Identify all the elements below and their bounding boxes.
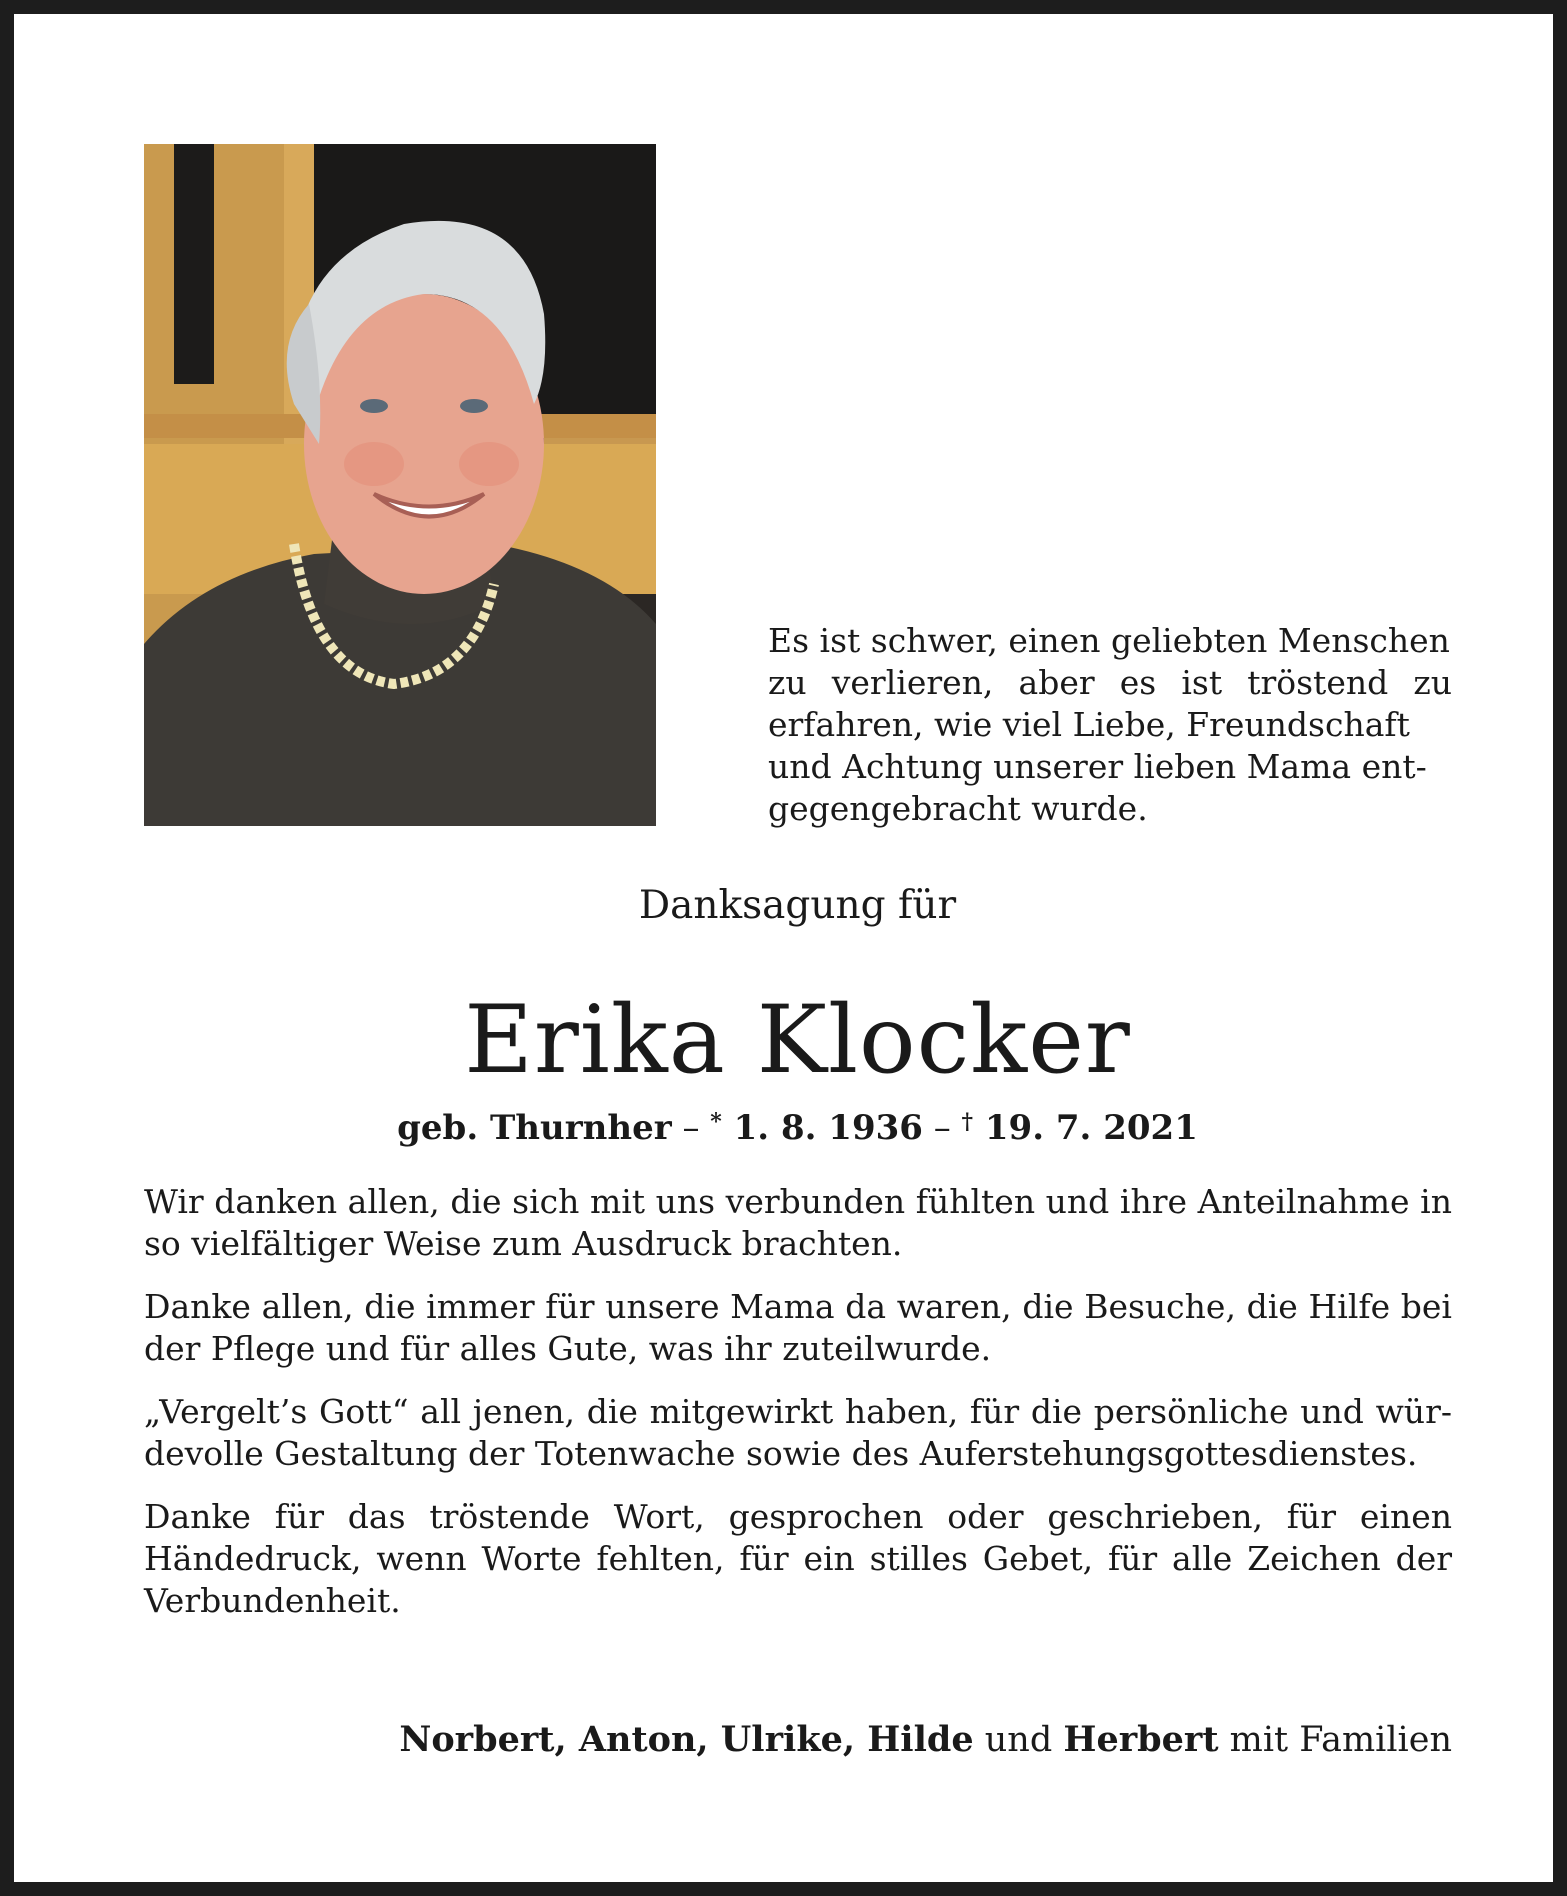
deceased-name: Erika Klocker xyxy=(464,986,1131,1095)
family-signature xyxy=(144,1717,1452,1763)
signature-conjunction: und xyxy=(973,1720,1064,1760)
intro-heading: Danksagung für xyxy=(638,883,957,928)
date-separator: – xyxy=(671,1108,711,1148)
life-dates xyxy=(14,1099,1567,1151)
birth-date: 1. 8. 1936 xyxy=(721,1108,923,1148)
quote-line: erfahren, wie viel Liebe, Freundschaft xyxy=(768,705,1410,744)
thanks-paragraph: Danke für das tröstende Wort, gesprochen oder geschrieben, für einen Händedruck, wenn Worte fehlten, für ein stilles Gebet, für alle Zeichen der Verbundenheit. xyxy=(144,1497,1452,1620)
thanks-paragraph: „Vergelt’s Gott“ all jenen, die mitgewirkt haben, für die persönliche und wür-devolle Gestaltung der Totenwache sowie des Auferstehungsgottesdienstes. xyxy=(144,1392,1452,1473)
quote-line: gegengebracht wurde. xyxy=(768,789,1148,828)
signature-names: Norbert, Anton, Ulrike, Hilde xyxy=(399,1719,974,1760)
thanks-paragraph: Wir danken allen, die sich mit uns verbunden fühlten und ihre Anteilnahme in so vielfältiger Weise zum Ausdruck brachten. xyxy=(144,1182,1452,1263)
quote-line: und Achtung unserer lieben Mama ent- xyxy=(768,747,1427,786)
portrait-photo xyxy=(144,144,656,826)
quote-line: Es ist schwer, einen geliebten Menschen xyxy=(768,621,1450,660)
memorial-quote xyxy=(768,620,1452,830)
signature-last-name: Herbert xyxy=(1063,1719,1219,1760)
signature-suffix: mit Familien xyxy=(1218,1720,1452,1760)
thanks-body xyxy=(144,1181,1452,1643)
death-date: 19. 7. 2021 xyxy=(973,1108,1198,1148)
death-symbol: † xyxy=(961,1109,974,1135)
thanks-paragraph: Danke allen, die immer für unsere Mama da waren, die Besuche, die Hilfe bei der Pflege und für alles Gute, was ihr zuteilwurde. xyxy=(144,1287,1452,1368)
quote-line: zu verlieren, aber es ist tröstend zu xyxy=(768,663,1452,702)
portrait-illustration xyxy=(144,144,656,826)
birth-symbol: * xyxy=(710,1109,722,1135)
date-separator: – xyxy=(922,1108,962,1148)
maiden-name: geb. Thurnher xyxy=(397,1108,672,1148)
